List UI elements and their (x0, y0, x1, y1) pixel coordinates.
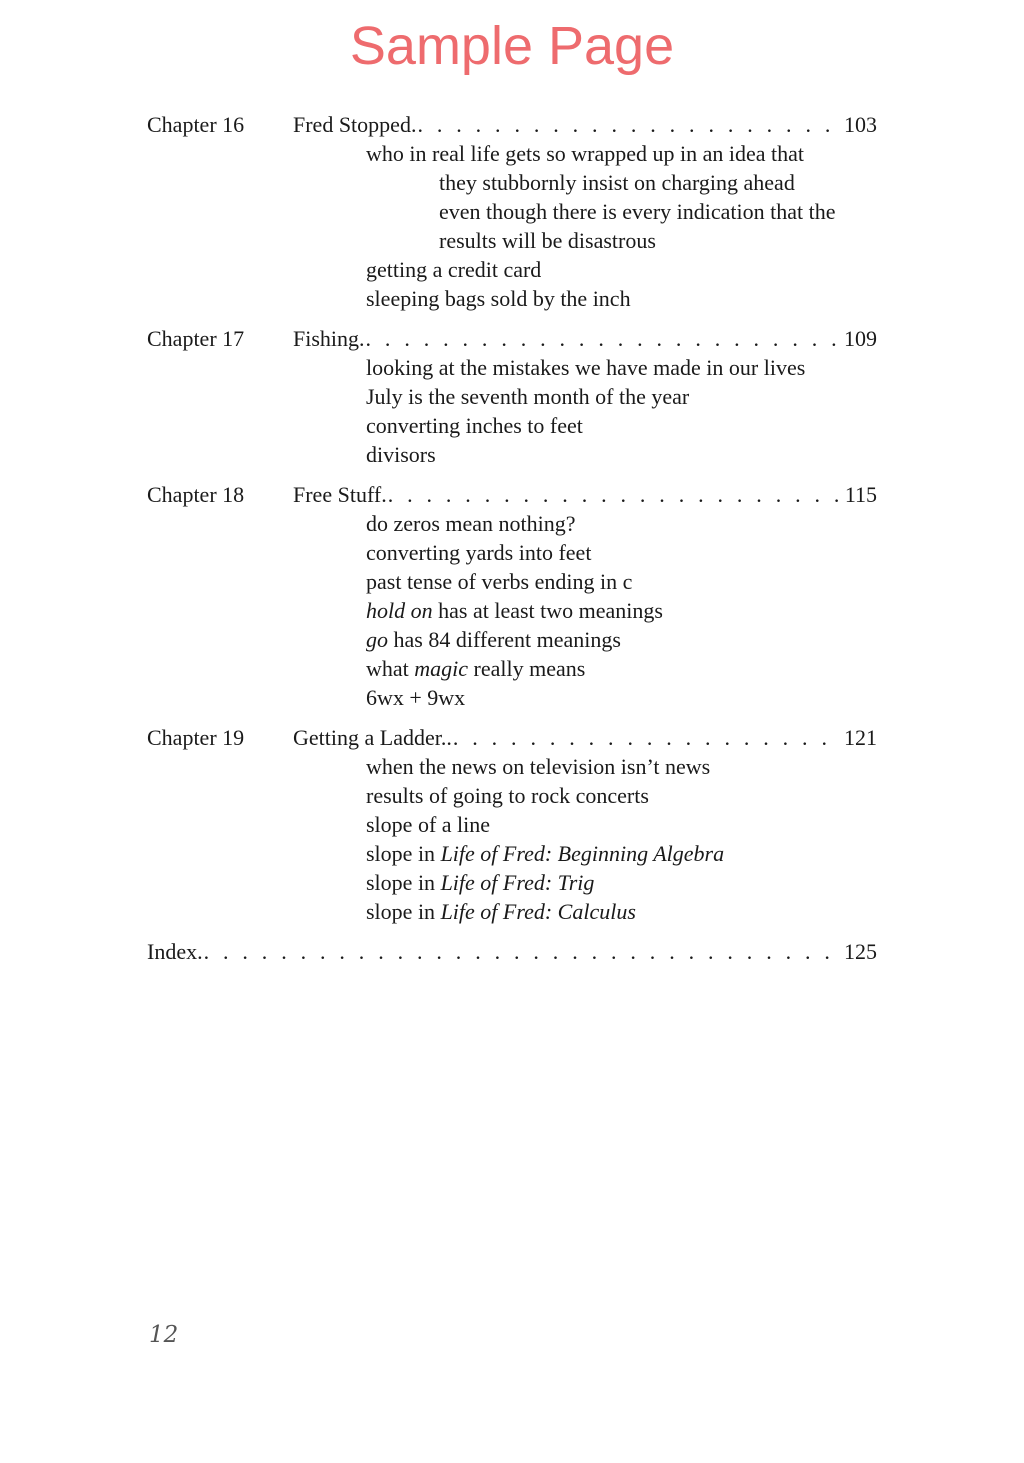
chapter-subtopic: divisors (366, 442, 436, 467)
toc-entry-line[interactable] (147, 324, 877, 353)
toc-chapter-19 (147, 723, 877, 926)
chapter-subtopic: 6wx + 9wx (366, 685, 466, 710)
chapter-subtopic: results of going to rock concerts (366, 783, 649, 808)
subtopic-text: has at least two meanings (432, 598, 663, 623)
subtopic-text: slope in (366, 841, 441, 866)
chapter-page-number: 109 (844, 326, 877, 351)
chapter-subtopic: do zeros mean nothing? (366, 511, 576, 536)
chapter-title: Free Stuff. (293, 482, 387, 507)
chapter-subtopic-continuation: results will be disastrous (439, 228, 656, 253)
chapter-subtopic: converting yards into feet (366, 540, 592, 565)
chapter-page-number: 115 (844, 482, 877, 507)
dot-leader (417, 110, 842, 139)
chapter-subtopic: slope of a line (366, 812, 491, 837)
chapter-subtopic-continuation: they stubbornly insist on charging ahead (439, 170, 795, 195)
italic-term: hold on (366, 598, 433, 623)
dot-leader (366, 324, 842, 353)
chapter-page-number: 121 (844, 725, 877, 750)
dot-leader (388, 480, 843, 509)
book-title: Life of Fred: Trig (440, 870, 595, 895)
index-title: Index. (147, 939, 203, 964)
chapter-label: Chapter 18 (147, 482, 245, 507)
chapter-subtopic: sleeping bags sold by the inch (366, 286, 631, 311)
chapter-subtopic (147, 654, 877, 683)
chapter-label: Chapter 19 (147, 725, 245, 750)
subtopic-text: slope in (366, 870, 441, 895)
dot-leader (453, 723, 842, 752)
book-title: Life of Fred: Calculus (440, 899, 636, 924)
chapter-subtopic (147, 625, 877, 654)
chapter-subtopic: getting a credit card (366, 257, 542, 282)
italic-term: magic (414, 656, 469, 681)
chapter-subtopic (147, 839, 877, 868)
sample-page-watermark: Sample Page (349, 16, 675, 76)
toc-entry-line[interactable] (147, 480, 877, 509)
subtopic-text: what (366, 656, 415, 681)
toc-entry-line[interactable] (147, 723, 877, 752)
subtopic-text: has 84 different meanings (388, 627, 621, 652)
chapter-title: Fred Stopped. (293, 112, 417, 137)
chapter-label: Chapter 16 (147, 112, 245, 137)
subtopic-text: really means (468, 656, 586, 681)
subtopic-text: slope in (366, 899, 441, 924)
toc-entry-line[interactable] (147, 110, 877, 139)
italic-term: go (366, 627, 388, 652)
chapter-subtopic-continuation: even though there is every indication that the (439, 199, 836, 224)
chapter-subtopic (147, 868, 877, 897)
chapter-subtopic (147, 596, 877, 625)
toc-chapter-18 (147, 480, 877, 712)
toc-chapter-16 (147, 110, 877, 313)
chapter-subtopic: July is the seventh month of the year (366, 384, 690, 409)
chapter-subtopic: when the news on television isn’t news (366, 754, 711, 779)
table-of-contents (147, 110, 877, 966)
index-page-number: 125 (844, 939, 877, 964)
chapter-subtopic: looking at the mistakes we have made in our lives (366, 355, 806, 380)
chapter-page-number: 103 (844, 112, 877, 137)
chapter-title: Fishing. (293, 326, 365, 351)
toc-index-entry[interactable] (147, 937, 877, 966)
dot-leader (204, 937, 842, 966)
chapter-title: Getting a Ladder.. (293, 725, 452, 750)
chapter-subtopic: past tense of verbs ending in c (366, 569, 633, 594)
chapter-subtopic: who in real life gets so wrapped up in an idea that (366, 141, 805, 166)
page-number: 12 (149, 1322, 179, 1348)
chapter-subtopic: converting inches to feet (366, 413, 583, 438)
book-title: Life of Fred: Beginning Algebra (440, 841, 725, 866)
toc-chapter-17 (147, 324, 877, 469)
chapter-subtopic (147, 897, 877, 926)
chapter-label: Chapter 17 (147, 326, 245, 351)
